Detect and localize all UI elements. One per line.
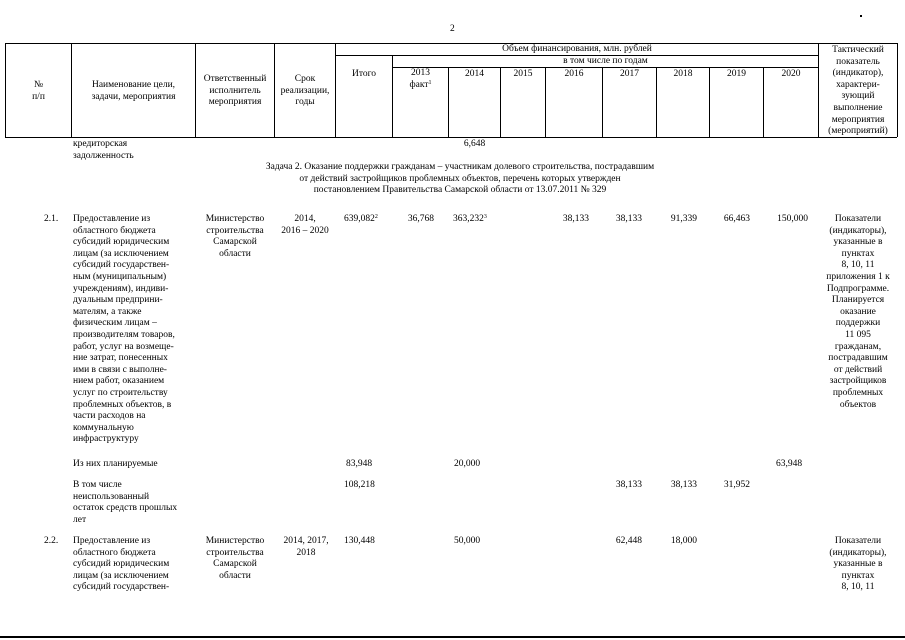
unused-2018: 38,133 xyxy=(670,480,697,490)
unused-name: В том числе неиспользованный остаток средств прошлых лет xyxy=(73,480,178,525)
header-2013-year: 2013 xyxy=(411,68,430,78)
header-2013 xyxy=(393,68,448,91)
row-2-1-term: 2014, 2016 – 2020 xyxy=(281,214,329,236)
header-funding: Объем финансирования, млн. рублей xyxy=(502,44,652,54)
row-2-2-term: 2014, 2017, 2018 xyxy=(283,536,329,558)
header-name: Наименование цели, задачи, мероприятия xyxy=(91,80,176,102)
row-2-1-2018: 91,339 xyxy=(670,214,697,224)
row-2-2-2018: 18,000 xyxy=(670,536,697,546)
row-2-2-responsible: Министерство строительства Самарской области xyxy=(205,536,265,581)
row-2-1-name: Предоставление из областного бюджета субсидий юридическим лицам (за исключением субсидий государствен- ным (муниципальным) учреждениям), индиви- дуальным предприни- мателям, а также физическим лицам – производителям товаров, работ, услуг на возмеще- ние затрат, понесенных ими в связи с выполне- нием работ, оказанием услуг по строительству проблемных объектов, в части расходов на коммунальную инфраструктуру xyxy=(73,214,175,445)
speck xyxy=(860,15,862,17)
row-2-1-2017: 38,133 xyxy=(615,214,642,224)
planned-total: 83,948 xyxy=(346,459,373,469)
header-total: Итого xyxy=(351,69,377,79)
unused-2017: 38,133 xyxy=(615,480,642,490)
unused-2019: 31,952 xyxy=(723,480,750,490)
header-2020: 2020 xyxy=(781,69,801,79)
planned-2020: 63,948 xyxy=(776,459,803,469)
task-2-heading: Задача 2. Оказание поддержки гражданам – участникам долевого строительства, пострадавшим от действий застройщиков проблемных объектов, перечень которых утвержден постановлением Правительства Самарской области от 13.07.2011 № 329 xyxy=(265,162,655,196)
header-num: № п/п xyxy=(32,80,45,102)
creditor-2014: 6,648 xyxy=(463,139,486,149)
footnote-1: 1 xyxy=(428,79,432,86)
header-term: Срок реализации, годы xyxy=(280,74,330,108)
header-2018: 2018 xyxy=(673,69,693,79)
planned-name: Из них планируемые xyxy=(73,459,158,469)
header-2019: 2019 xyxy=(727,69,746,79)
header-2014: 2014 xyxy=(465,69,484,79)
header-indicator: Тактический показатель (индикатор), характери- зующий выполнение мероприятия (мероприятий) xyxy=(828,45,888,137)
row-2-1-2013: 36,768 xyxy=(407,214,434,224)
row-2-1-2019: 66,463 xyxy=(723,214,750,224)
row-2-1-num: 2.1. xyxy=(44,214,59,224)
header-2013-fact: факт xyxy=(409,79,429,90)
row-2-2-name: Предоставление из областного бюджета субсидий юридическим лицам (за исключением субсидий государствен- xyxy=(73,536,170,593)
planned-2014: 20,000 xyxy=(454,459,481,469)
row-2-1-2016: 38,133 xyxy=(562,214,589,224)
header-by-years: в том числе по годам xyxy=(563,56,648,66)
row-2-1-2014 xyxy=(453,214,487,226)
footnote-2: 2 xyxy=(374,214,378,220)
header-responsible: Ответственный исполнитель мероприятия xyxy=(203,74,267,108)
row-2-1-2014-value: 363,232 xyxy=(453,214,484,224)
creditor-name: кредиторская задолженность xyxy=(73,139,134,161)
row-2-2-total: 130,448 xyxy=(344,536,375,546)
row-2-1-total xyxy=(344,214,378,226)
row-2-1-responsible: Министерство строительства Самарской области xyxy=(205,214,265,259)
row-2-2-2017: 62,448 xyxy=(615,536,642,546)
row-2-2-indicator: Показатели (индикаторы), указанные в пунктах 8, 10, 11 xyxy=(829,536,887,593)
row-2-1-2020: 150,000 xyxy=(777,214,808,224)
unused-total: 108,218 xyxy=(344,480,375,490)
header-2016: 2016 xyxy=(564,69,584,79)
row-2-1-indicator: Показатели (индикаторы), указанные в пунктах 8, 10, 11 приложения 1 к Подпрограмме. Планируется оказание поддержки 11 095 гражданам, пострадавшим от действий застройщиков проблемных объектов xyxy=(826,214,890,410)
row-2-2-2014: 50,000 xyxy=(454,536,481,546)
footnote-3: 3 xyxy=(483,214,487,220)
header-2015: 2015 xyxy=(513,69,533,79)
header-2017: 2017 xyxy=(620,69,639,79)
row-2-2-num: 2.2. xyxy=(44,536,59,546)
page-number: 2 xyxy=(450,24,455,34)
row-2-1-total-value: 639,082 xyxy=(344,214,375,224)
